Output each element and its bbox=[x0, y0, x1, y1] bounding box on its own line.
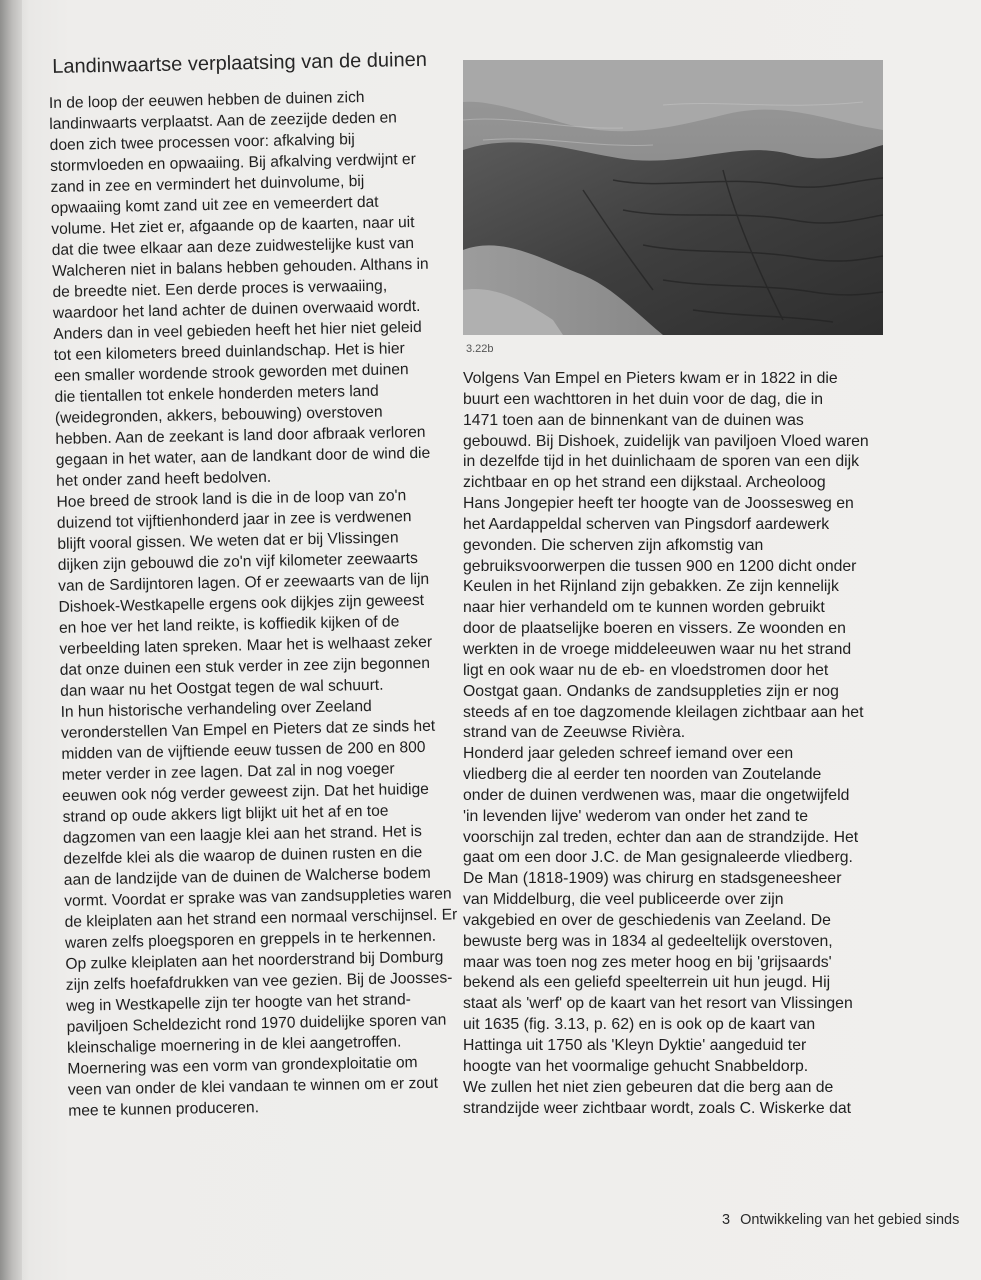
section-heading: Landinwaartse verplaatsing van de duinen bbox=[51, 48, 428, 78]
text-line: midden van de vijftiende eeuw tussen de 200 en 800 bbox=[61, 738, 426, 763]
text-line: Honderd jaar geleden schreef iemand over een bbox=[463, 745, 794, 763]
chapter-title: Ontwikkeling van het gebied sinds bbox=[740, 1212, 960, 1228]
text-line: zijn zelfs hoefafdrukken van vee gezien. Bij de Joosses- bbox=[65, 969, 453, 994]
right-body-text bbox=[463, 369, 903, 1119]
text-line: zichtbaar en op het strand een dijkstaal. Archeoloog bbox=[463, 474, 826, 492]
text-line: Moernering was een vorm van grondexploitatie om bbox=[67, 1054, 418, 1078]
text-line: Hoe breed de strook land is die in de loop van zo'n bbox=[56, 487, 407, 511]
text-line: zand in zee en vermindert het duinvolume, bij bbox=[50, 172, 365, 196]
left-column bbox=[48, 48, 466, 1121]
text-line: Keulen in het Rijnland zijn gebakken. Ze zijn kennelijk bbox=[463, 578, 839, 596]
left-body-text bbox=[49, 85, 467, 1121]
text-line: naar hier verhandeld om te kunnen worden gebruikt bbox=[463, 599, 825, 617]
page-footer bbox=[722, 1212, 959, 1228]
text-line: onder de duinen verdwenen was, maar die ongetwijfeld bbox=[463, 786, 850, 804]
text-line: strandzijde weer zichtbaar wordt, zoals C. Wiskerke dat bbox=[463, 1099, 852, 1117]
text-line: aan de landzijde van de duinen de Walcherse bodem bbox=[63, 864, 431, 889]
text-line: het onder zand heeft bedolven. bbox=[56, 468, 272, 490]
text-line: de breedte niet. Een derde proces is verwaaiing, bbox=[52, 277, 388, 301]
text-line: maar was toen nog zes meter hoog en bij 'grijsaards' bbox=[463, 953, 832, 971]
text-line: 'in levenden lijve' wederom van onder het zand te bbox=[463, 807, 809, 825]
text-line: In de loop der eeuwen hebben de duinen zich bbox=[48, 88, 365, 112]
text-line: paviljoen Scheldezicht rond 1970 duidelijke sporen van bbox=[66, 1011, 447, 1036]
text-line: werkten in de vroege middeleeuwen waar nu het strand bbox=[463, 640, 852, 658]
text-line: vliedberg die al eerder ten noorden van Zoutelande bbox=[463, 766, 822, 784]
text-line: Anders dan in veel gebieden heeft het hier niet geleid bbox=[53, 318, 422, 343]
text-line: De Man (1818-1909) was chirurg en stadsgeneesheer bbox=[463, 870, 842, 888]
photo-caption: 3.22b bbox=[466, 343, 494, 355]
text-line: steeds af en toe dagzomende kleilagen zichtbaar aan het bbox=[463, 703, 864, 721]
text-line: dat onze duinen een stuk verder in zee zijn begonnen bbox=[59, 654, 431, 679]
text-line: stormvloeden en opwaaiing. Bij afkalving verdwijnt er bbox=[49, 150, 416, 175]
chapter-number: 3 bbox=[722, 1212, 731, 1228]
text-line: waren zelfs ploegsporen en greppels in te herkennen. bbox=[64, 927, 437, 952]
book-spine bbox=[0, 0, 22, 1280]
text-line: vormt. Voordat er sprake was van zandsuppleties waren bbox=[64, 885, 452, 910]
text-line: Hans Jongepier heeft ter hoogte van de Joossesweg en bbox=[463, 495, 854, 513]
text-line: tot een kilometers breed duinlandschap. Het is hier bbox=[53, 340, 405, 364]
text-line: strand op oude akkers ligt blijkt uit het af en toe bbox=[62, 802, 389, 826]
right-column bbox=[463, 369, 903, 1119]
text-line: de kleiplaten aan het strand een normaal verschijnsel. Er bbox=[64, 906, 458, 931]
text-line: Hattinga uit 1750 als 'Kleyn Dyktie' aangeduid ter bbox=[463, 1037, 807, 1054]
text-line: een smaller wordende strook geworden met duinen bbox=[53, 361, 409, 385]
text-line: (weidegronden, akkers, bebouwing) overstoven bbox=[54, 403, 383, 427]
text-line: gevonden. Die scherven zijn afkomstig van bbox=[463, 536, 764, 554]
text-line: blijft vooral gissen. We weten dat er bij Vlissingen bbox=[57, 529, 399, 553]
text-line: bekend als een geliefd speelterrein uit hun jeugd. Hij bbox=[463, 974, 831, 992]
text-line: en hoe ver het land reikte, is koffiedik kijken of de bbox=[58, 613, 400, 637]
text-line: Dishoek-Westkapelle ergens ook dijkjes zijn geweest bbox=[58, 591, 425, 616]
text-line: landinwaarts verplaatst. Aan de zeezijde deden en bbox=[49, 109, 398, 133]
text-line: dan waar nu het Oostgat tegen de wal schuurt. bbox=[60, 676, 384, 700]
text-line: gegaan in het water, aan de landkant door de wind die bbox=[55, 444, 431, 469]
text-line: dezelfde klei als die waarop de duinen rusten en die bbox=[63, 843, 423, 868]
text-line: vakgebied en over de geschiedenis van Zeeland. De bbox=[463, 911, 831, 929]
text-line: veronderstellen Van Empel en Pieters dat ze sinds het bbox=[60, 717, 436, 742]
text-line: verbeelding laten spreken. Maar het is welhaast zeker bbox=[59, 633, 433, 658]
text-line: voorschijn zal treden, echter dan aan de strandzijde. Het bbox=[463, 828, 859, 846]
text-line: dat die twee elkaar aan deze zuidwestelijke kust van bbox=[51, 235, 415, 259]
beach-clay-photo bbox=[463, 60, 883, 335]
text-line: Walcheren niet in balans hebben gehouden. Althans in bbox=[51, 255, 429, 280]
text-line: 1471 toen aan de binnenkant van de duinen was bbox=[463, 411, 804, 429]
text-line: staat als 'werf' op de kaart van het resort van Vlissingen bbox=[463, 995, 853, 1013]
text-line: in dezelfde tijd in het duinlichaam de sporen van een dijk bbox=[463, 453, 860, 471]
text-line: kleinschalige moernering in de klei aangetroffen. bbox=[66, 1033, 402, 1057]
text-line: hebben. Aan de zeekant is land door afbraak verloren bbox=[55, 423, 426, 448]
text-line: van de Sardijntoren lagen. Of er zeewaarts van de lijn bbox=[58, 570, 430, 595]
text-line: bewuste berg was in 1834 al gedeeltelijk overstoven, bbox=[463, 932, 833, 950]
text-line: ligt en ook waar nu de eb- en vloedstromen door het bbox=[463, 661, 829, 679]
text-line: gebruiksvoorwerpen die tussen 900 en 1200 dicht onder bbox=[463, 557, 857, 575]
photo-image bbox=[463, 60, 883, 335]
text-line: van Middelburg, die veel publiceerde over zijn bbox=[463, 891, 784, 909]
text-line: In hun historische verhandeling over Zeeland bbox=[60, 697, 372, 721]
text-line: hoogte van het voormalige gehucht Snabbeldorp. bbox=[463, 1057, 809, 1075]
text-line: volume. Het ziet er, afgaande op de kaarten, naar uit bbox=[51, 213, 415, 238]
text-line: gaat om een door J.C. de Man gesignaleerde vliedberg. bbox=[463, 849, 853, 867]
text-line: Oostgat gaan. Ondanks de zandsuppleties zijn er nog bbox=[463, 682, 839, 700]
text-line: uit 1635 (fig. 3.13, p. 62) en is ook op de kaart van bbox=[463, 1016, 816, 1034]
text-line: Volgens Van Empel en Pieters kwam er in 1822 in die bbox=[463, 370, 838, 387]
text-line: mee te kunnen produceren. bbox=[68, 1099, 260, 1120]
text-line: strand van de Zeeuwse Rivièra. bbox=[463, 724, 686, 742]
text-line: doen zich twee processen voor: afkalving bij bbox=[49, 131, 355, 154]
text-line: waardoor het land achter de duinen overwaaid wordt. bbox=[52, 297, 421, 322]
text-line: meter verder in zee lagen. Dat zal in nog voeger bbox=[61, 760, 395, 784]
text-line: buurt een wachttoren in het duin voor de dag, die in bbox=[463, 390, 824, 408]
text-line: weg in Westkapelle zijn ter hoogte van het strand- bbox=[66, 991, 412, 1015]
text-line: opwaaiing komt zand uit zee en vemeerdert dat bbox=[50, 193, 379, 217]
text-line: dagzomen van een laagje klei aan het strand. Het is bbox=[62, 822, 423, 847]
text-line: veen van onder de klei vandaan te winnen om er zout bbox=[67, 1074, 439, 1099]
text-line: die tientallen tot enkele honderden meters land bbox=[54, 382, 379, 406]
text-line: Op zulke kleiplaten aan het noorderstrand bij Domburg bbox=[65, 948, 444, 973]
text-line: duizend tot vijftienhonderd jaar in zee is verdwenen bbox=[56, 508, 412, 532]
text-line: gebouwd. Bij Dishoek, zuidelijk van paviljoen Vloed waren bbox=[463, 432, 869, 450]
text-line: door de plaatselijke boeren en vissers. Ze woonden en bbox=[463, 620, 846, 638]
text-line: het Aardappeldal scherven van Pingsdorf aardewerk bbox=[463, 515, 830, 533]
text-line: We zullen het niet zien gebeuren dat die berg aan de bbox=[463, 1078, 834, 1096]
text-line: eeuwen ook nóg verder geweest zijn. Dat het huidige bbox=[62, 780, 430, 805]
text-line: dijken zijn gebouwd die zo'n vijf kilometer zeewaarts bbox=[57, 549, 418, 574]
